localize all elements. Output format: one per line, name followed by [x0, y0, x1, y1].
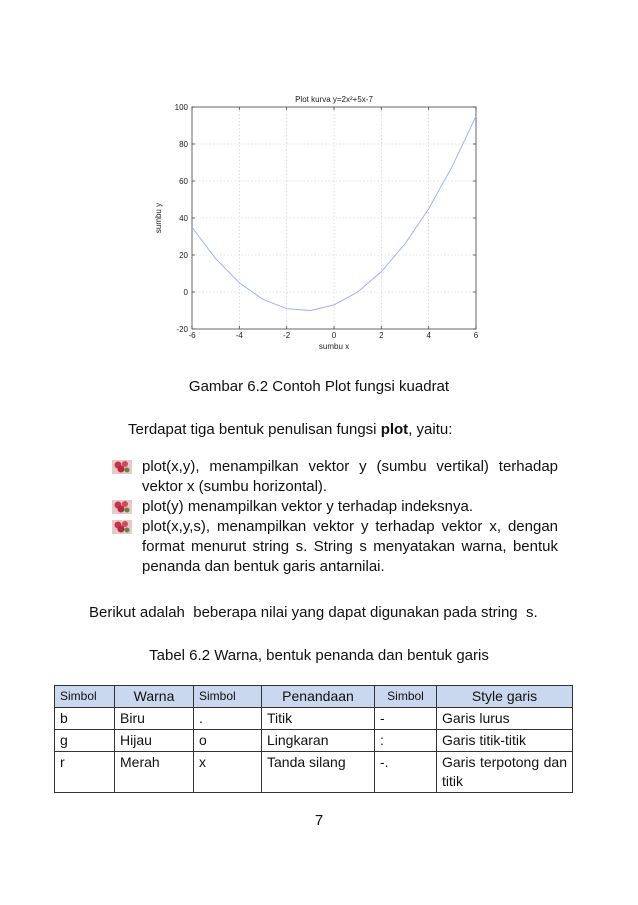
column-header: Simbol	[55, 686, 115, 708]
table-cell: x	[194, 752, 262, 793]
table-cell: Garis titik-titik	[437, 730, 573, 752]
y-tick-label: 100	[174, 103, 188, 112]
list-item	[110, 497, 558, 517]
table-header-row	[55, 686, 573, 708]
y-axis-label: sumbu y	[154, 202, 163, 234]
quadratic-plot	[145, 85, 495, 360]
table-cell: b	[55, 708, 115, 730]
column-header: Warna	[115, 686, 194, 708]
symbol-table	[54, 685, 573, 793]
y-tick-label: -20	[176, 325, 188, 334]
bullet-list	[110, 457, 558, 577]
list-item	[110, 517, 558, 577]
intro-text-after: , yaitu:	[408, 421, 453, 438]
list-item	[110, 457, 558, 497]
y-tick-label: 40	[179, 214, 188, 223]
table-row	[55, 752, 573, 793]
x-tick-label: 6	[473, 331, 479, 340]
table-cell: Lingkaran	[262, 730, 375, 752]
table-cell: Garis terpotong dan titik	[437, 752, 573, 793]
table-cell: .	[194, 708, 262, 730]
column-header: Penandaan	[262, 686, 375, 708]
column-header: Simbol	[194, 686, 262, 708]
intro-paragraph	[128, 421, 452, 438]
flower-bullet-icon	[112, 460, 132, 474]
table-cell: Biru	[115, 708, 194, 730]
table-cell: Hijau	[115, 730, 194, 752]
page-number: 7	[314, 812, 324, 829]
table-row	[55, 708, 573, 730]
y-tick-label: 80	[179, 140, 188, 149]
x-tick-label: -2	[283, 331, 291, 340]
chart-title: Plot kurva y=2x²+5x-7	[295, 95, 373, 104]
column-header: Simbol	[375, 686, 437, 708]
table-cell: Tanda silang	[262, 752, 375, 793]
table-caption: Tabel 6.2 Warna, bentuk penanda dan bentuk garis	[149, 647, 489, 664]
table-cell: o	[194, 730, 262, 752]
column-header: Style garis	[437, 686, 573, 708]
figure-6-2	[145, 85, 495, 360]
table-cell: Titik	[262, 708, 375, 730]
x-tick-label: 4	[426, 331, 431, 340]
table-row	[55, 730, 573, 752]
bullet-text: plot(x,y), menampilkan vektor y (sumbu vertikal) terhadap vektor x (sumbu horizontal).	[142, 458, 558, 495]
intro-text-before: Terdapat tiga bentuk penulisan fungsi	[128, 421, 381, 438]
x-tick-label: 0	[331, 331, 337, 340]
lead-paragraph: Berikut adalah beberapa nilai yang dapat digunakan pada string s.	[89, 604, 538, 621]
bullet-text: plot(y) menampilkan vektor y terhadap indeksnya.	[142, 498, 473, 515]
table-cell: :	[375, 730, 437, 752]
x-axis-label: sumbu x	[318, 342, 350, 351]
table-cell: -.	[375, 752, 437, 793]
x-tick-label: 2	[379, 331, 384, 340]
y-tick-label: 60	[179, 177, 188, 186]
table-cell: g	[55, 730, 115, 752]
flower-bullet-icon	[112, 500, 132, 514]
figure-caption: Gambar 6.2 Contoh Plot fungsi kuadrat	[188, 378, 450, 395]
x-tick-label: -4	[235, 331, 243, 340]
table-cell: Merah	[115, 752, 194, 793]
table-cell: Garis lurus	[437, 708, 573, 730]
table-cell: r	[55, 752, 115, 793]
bullet-text: plot(x,y,s), menampilkan vektor y terhadap vektor x, dengan format menurut string s. String s menyatakan warna, bentuk penanda dan bentuk garis antarnilai.	[142, 518, 558, 575]
table-cell: -	[375, 708, 437, 730]
y-tick-label: 0	[183, 288, 188, 297]
intro-keyword: plot	[380, 421, 409, 438]
y-tick-label: 20	[179, 251, 188, 260]
x-tick-label: -6	[188, 331, 196, 340]
flower-bullet-icon	[112, 520, 132, 534]
